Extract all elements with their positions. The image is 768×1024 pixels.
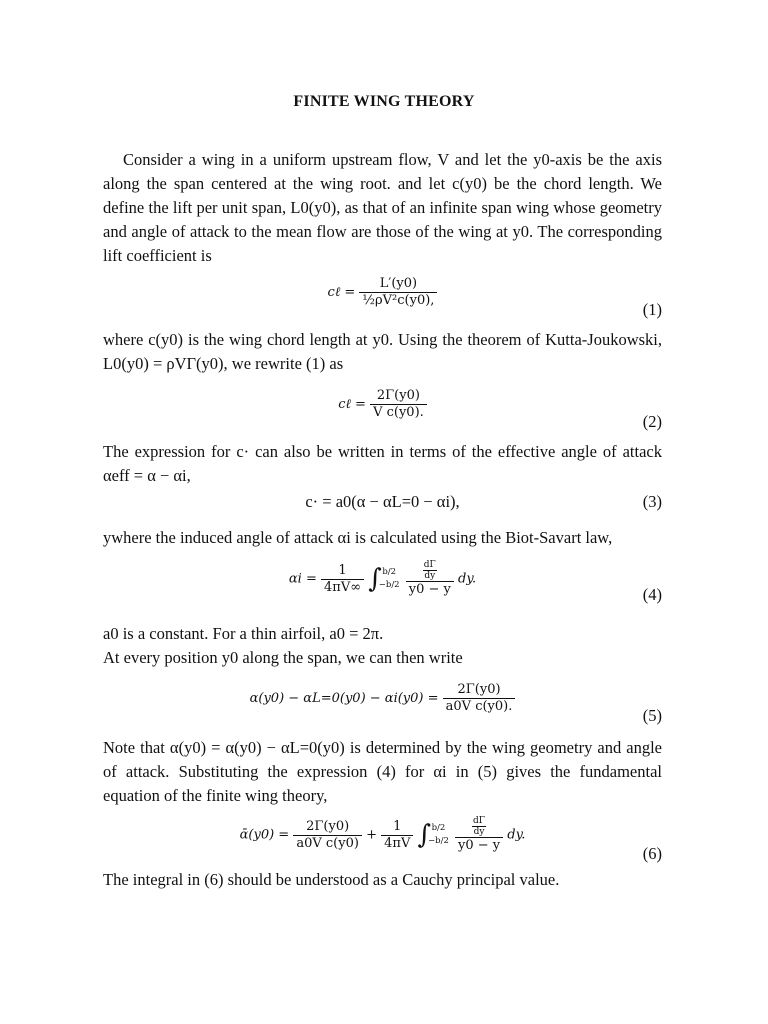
eq4-coefficient: [321, 563, 364, 596]
equation-3: [103, 492, 662, 512]
eq6-limits: [428, 822, 449, 848]
eq6-coef-numerator: 1: [381, 819, 413, 836]
eq1-fraction: [359, 276, 437, 309]
eq5-numerator: 2Γ(y0): [443, 682, 516, 699]
eq6-coef-denominator: 4πV: [384, 835, 411, 851]
equation-2: [103, 388, 662, 421]
eq6-term1-denominator: a0V c(y0): [296, 835, 359, 851]
eq4-upper-limit: b/2: [382, 567, 397, 577]
eq6-integrand-denominator: y0 − y: [458, 838, 501, 853]
paragraph-effective-angle: The expression for c· can also be written in terms of the effective angle of attack αeff = α − αi,: [103, 442, 662, 485]
eq6-plus: +: [366, 827, 377, 843]
eq6-lower-limit: −b/2: [428, 836, 449, 846]
intro-line-4: geometry and angle of attack to the mean flow are those of the wing at y0. The: [103, 198, 663, 241]
equation-4: [103, 560, 662, 598]
eq6-term1: [293, 819, 362, 852]
paragraph-kutta: where c(y0) is the wing chord length at y0. Using the theorem of Kutta-Joukowski, L0(y0) = ρVΓ(y0), we rewrite (1) as: [103, 330, 662, 373]
eq6-coefficient: [381, 819, 413, 852]
paragraph-cauchy: The integral in (6) should be understood as a Cauchy principal value.: [103, 870, 560, 889]
equation-6: [103, 816, 662, 854]
eq6-upper-limit: b/2: [431, 823, 446, 833]
eq4-lhs: αi =: [288, 571, 317, 587]
eq4-integral-sign: ∫: [368, 564, 382, 594]
eq4-limits: [379, 566, 400, 592]
eq4-integrand-numerator: [406, 560, 454, 582]
equation-2-number: (2): [642, 412, 662, 431]
intro-line-2: along the span centered at the wing root. and let c(y0) be the chord length. We: [103, 174, 662, 193]
page-title: FINITE WING THEORY: [293, 93, 475, 110]
eq2-lhs: cℓ =: [338, 397, 366, 412]
paragraph-substitution: Note that α(y0) = α(y0) − αL=0(y0) is determined by the wing geometry and angle of attack. Substituting the expression (4) for αi in (5) gives the fundamental equation of the finite wing theory,: [103, 738, 662, 805]
eq4-dgamma: dΓ: [423, 560, 436, 570]
eq6-integrand-numerator: [455, 816, 503, 838]
intro-line-1: Consider a wing in a uniform upstream flow, V and let the y0-axis be the axis: [123, 150, 662, 169]
eq6-dgamma: dΓ: [473, 816, 486, 826]
equation-6-number: (6): [642, 844, 662, 863]
eq6-derivative: [472, 816, 486, 837]
equation-5-number: (5): [642, 706, 662, 725]
eq4-lower-limit: −b/2: [378, 580, 400, 590]
eq4-tail: dy.: [458, 571, 477, 587]
eq4-dy: dy: [424, 571, 436, 581]
eq6-dy: dy: [473, 827, 485, 837]
eq4-derivative: [423, 560, 437, 581]
eq3-expression: c· = a0(α − αL=0 − αi),: [305, 492, 460, 511]
eq6-tail: dy.: [507, 827, 526, 843]
equation-5: [103, 682, 662, 715]
eq2-denominator: V c(y0).: [373, 405, 424, 420]
intro-line-3: define the lift per unit span, L0(y0), as that of an infinite span wing whose: [103, 198, 596, 217]
eq1-lhs: cℓ =: [327, 285, 356, 300]
eq5-lhs: α(y0) − αL=0(y0) − αi(y0) =: [249, 691, 439, 706]
eq4-coef-numerator: 1: [321, 563, 364, 580]
eq5-denominator: a0V c(y0).: [445, 699, 513, 714]
paragraph-span-position: At every position y0 along the span, we can then write: [103, 648, 463, 667]
equation-1: [103, 276, 662, 309]
eq6-term1-numerator: 2Γ(y0): [293, 819, 362, 836]
eq1-denominator: ½ρV²c(y0),: [362, 293, 435, 308]
paragraph-biot-savart: ywhere the induced angle of attack αi is calculated using the Biot-Savart law,: [103, 528, 613, 547]
eq6-integral-sign: ∫: [417, 820, 432, 850]
eq2-fraction: [370, 388, 427, 421]
paragraph-constant: a0 is a constant. For a thin airfoil, a0 = 2π.: [103, 624, 384, 643]
eq6-integrand: [455, 816, 503, 854]
eq2-numerator: 2Γ(y0): [370, 388, 427, 405]
equation-3-number: (3): [642, 492, 662, 511]
eq6-lhs: ᾱ(y0) =: [239, 827, 290, 843]
equation-1-number: (1): [642, 300, 662, 319]
equation-4-number: (4): [642, 585, 662, 604]
intro-line-5: corresponding lift coefficient is: [103, 222, 662, 265]
eq1-numerator: L′(y0): [359, 276, 437, 293]
paragraph-intro: [103, 148, 662, 268]
eq4-integrand: [406, 560, 454, 598]
eq4-integrand-denominator: y0 − y: [408, 582, 451, 597]
eq4-coef-denominator: 4πV∞: [324, 579, 362, 595]
eq5-fraction: [443, 682, 516, 715]
